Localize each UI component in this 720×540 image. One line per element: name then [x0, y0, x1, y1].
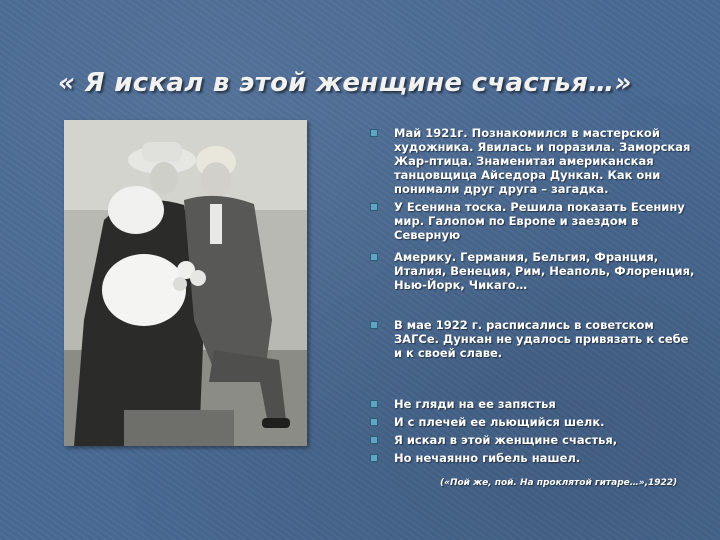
slide-title: « Я искал в этой женщине счастья…»: [58, 68, 632, 98]
bullet-marker-icon: [370, 129, 378, 137]
couple-photo: [64, 120, 307, 446]
bullet-item: У Есенина тоска. Решила показать Есенину мир. Галопом по Европе и заездом в Северную: [368, 200, 698, 242]
bullet-item: Но нечаянно гибель нашел.: [368, 451, 698, 465]
bullet-list: [368, 126, 698, 465]
bullet-item: Не гляди на ее запястья: [368, 397, 698, 411]
poem-caption: («Пой же, пой. На проклятой гитаре…»,1922): [440, 478, 678, 488]
bullet-item: Америку. Германия, Бельгия, Франция, Италия, Венеция, Рим, Неаполь, Флоренция, Нью-Йорк, Чикаго…: [368, 250, 698, 292]
bullet-item: В мае 1922 г. расписались в советском ЗАГСе. Дункан не удалось привязать к себе и к своей славе.: [368, 318, 698, 360]
bullet-marker-icon: [370, 454, 378, 462]
bullet-marker-icon: [370, 400, 378, 408]
bullet-item: Май 1921г. Познакомился в мастерской художника. Явилась и поразила. Заморская Жар-птица. Знаменитая американская танцовщица Айседора Дункан. Как они понимали друг друга – загадка.: [368, 126, 698, 196]
bullet-marker-icon: [370, 436, 378, 444]
bullet-marker-icon: [370, 418, 378, 426]
bullet-marker-icon: [370, 203, 378, 211]
bullet-marker-icon: [370, 321, 378, 329]
bullet-item: И с плечей ее льющийся шелк.: [368, 415, 698, 429]
couple-photo-drawing: [64, 120, 307, 446]
bullet-marker-icon: [370, 253, 378, 261]
bullet-item: Я искал в этой женщине счастья,: [368, 433, 698, 447]
